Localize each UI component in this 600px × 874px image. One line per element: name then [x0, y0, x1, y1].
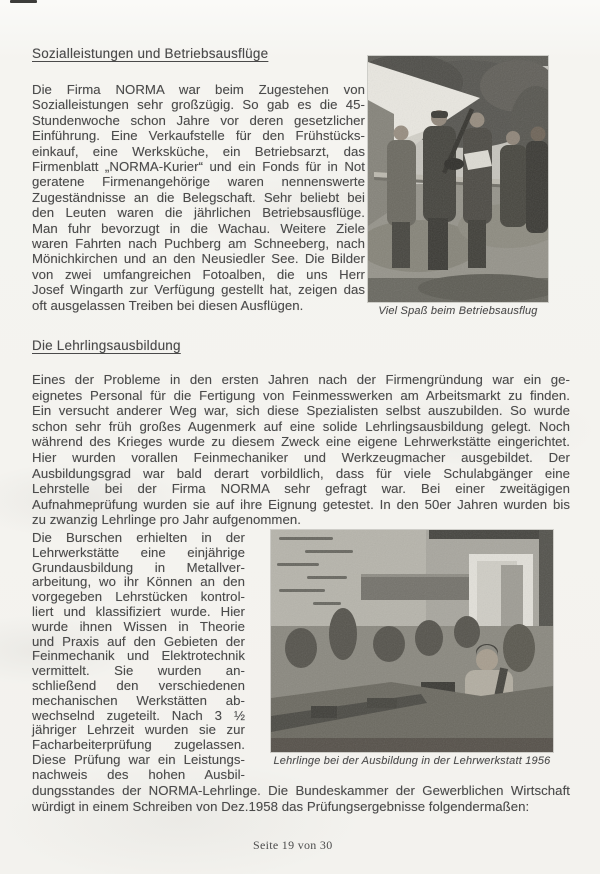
text-line: Hier wurden vorallen Feinmechaniker und Werkzeugmacher ausgebildet. Der	[32, 449, 570, 465]
page-number: Seite 19 von 30	[253, 838, 333, 852]
text-line: Eines der Probleme in den ersten Jahren nach der Firmengründung war ein ge-	[32, 372, 570, 387]
text-line: Firmenblatt „NORMA-Kurier“ und ein Fonds für in Not	[32, 159, 365, 175]
text-line: vorgegeben Lehrstücken kontrol-	[32, 589, 245, 605]
photo-caption-lehrwerkstatt: Lehrlinge bei der Ausbildung in der Lehrwerkstatt 1956	[273, 755, 551, 767]
text-line: waren Fahrten nach Puchberg am Schneeberg, nach	[32, 236, 365, 252]
text-line: von zwei umfangreichen Fotoalben, die uns Herr	[32, 266, 365, 282]
text-line: Aufnahmeprüfung wurden sie auf ihre Eignung getestet. In den 50er Jahren wurden bis	[32, 496, 570, 512]
text-line: oft ausgelassen Treiben bei diesen Ausflügen.	[32, 297, 304, 313]
text-line: einkauf, eine Werksküche, ein Betriebsarzt, das	[32, 143, 365, 159]
photo-caption-betriebsausflug: Viel Spaß beim Betriebsausflug	[378, 305, 538, 317]
text-line: Die Burschen erhielten in der	[32, 530, 245, 545]
text-line: Zugeständnisse an die Belegschaft. Sehr beliebt bei	[32, 189, 365, 205]
text-line: Diese Prüfung war ein Leistungs-	[32, 751, 245, 767]
text-line: Ein versucht anderer Weg war, sich diese Spezialisten selbst auszubilden. So wurde	[32, 403, 570, 419]
text-line: Die Firma NORMA war beim Zugestehen von	[32, 82, 365, 97]
text-line: und Praxis auf den Gebieten der	[32, 633, 245, 649]
text-line: Lehrwerkstätte eine einjährige	[32, 544, 245, 560]
text-line: schließend den verschiedenen	[32, 677, 245, 693]
text-line: Facharbeiterprüfung zugelassen.	[32, 737, 245, 753]
photo-lehrwerkstatt-graphic	[271, 530, 553, 752]
paragraph-lehrwerkstatt-column	[32, 531, 245, 783]
section-heading-sozialleistungen: Sozialleistungen und Betriebsausflüge	[32, 46, 269, 61]
text-line: würdigt in einem Schreiben von Dez.1958 das Prüfungsergebnisse folgendermaßen:	[32, 798, 530, 814]
text-line: jähriger Lehrzeit wurden sie zur	[32, 722, 245, 738]
paragraph-sozialleistungen	[32, 82, 365, 313]
section-heading-lehrlingsausbildung: Die Lehrlingsausbildung	[32, 338, 181, 353]
text-line: mechanischen Werkstätten ab-	[32, 692, 245, 708]
text-line: schon sehr früh großes Augenmerk auf eine solide Lehrlingsausbildung gelegt. Noch	[32, 418, 570, 434]
text-line: Einführung. Eine Verkaufstelle für den Frühstücks-	[32, 128, 365, 144]
text-line: während des Krieges wurde zu diesem Zweck eine eigene Lehrwerkstätte eingerichtet.	[32, 434, 570, 450]
text-line: wurde ihnen Wissen in Theorie	[32, 618, 245, 634]
text-line: Sozialleistungen sehr großzügig. So gab es die 45-	[32, 97, 365, 113]
text-line: arbeitung, wo ihr Können an den	[32, 574, 245, 590]
photo-betriebsausflug-graphic	[368, 56, 548, 302]
paragraph-lehrlingsausbildung	[32, 372, 570, 528]
text-line: geratene Firmenangehörige waren nennenswerte	[32, 174, 365, 190]
text-line: Mönichkirchen und an den Neusiedler See. Die Bilder	[32, 251, 365, 267]
text-line: zu zwanzig Lehrlinge pro Jahr aufgenommen.	[32, 512, 301, 528]
photo-lehrwerkstatt	[271, 530, 553, 752]
text-line: eignetes Personal für die Fertigung von Feinmesswerken am Arbeitsmarkt zu finden.	[32, 387, 570, 403]
text-line: Grundausbildung in Metallver-	[32, 559, 245, 575]
text-line: Ausbildungsgrad war bald derart vorbildlich, dass für viele Schulabgänger eine	[32, 465, 570, 481]
text-line: dungsstandes der NORMA-Lehrlinge. Die Bundeskammer der Gewerblichen Wirtschaft	[32, 783, 570, 798]
text-line: Man fuhr bevorzugt in die Wachau. Weitere Ziele	[32, 220, 365, 236]
photo-betriebsausflug	[368, 56, 548, 302]
paragraph-continuation	[32, 783, 570, 814]
text-line: den Leuten waren die jährlichen Betriebsausflüge.	[32, 205, 365, 221]
text-line: nachweis des hohen Ausbil-	[32, 766, 245, 782]
text-line: wechselnd zugeteilt. Nach 3 ½	[32, 707, 245, 723]
text-line: liert und klassifiziert wurde. Hier	[32, 603, 245, 619]
text-line: Josef Wingarth zur Verfügung gestellt hat, zeigen das	[32, 282, 365, 298]
text-line: vermittelt. Sie wurden an-	[32, 663, 245, 679]
text-line: Stundenwoche schon Jahre vor deren gesetzlicher	[32, 112, 365, 128]
text-line: Feinmechanik und Elektrotechnik	[32, 648, 245, 664]
scan-artifact-mark	[10, 0, 37, 3]
text-line: Lehrstelle bei der Firma NORMA sehr gefragt war. Bei einer zweitägigen	[32, 481, 570, 497]
